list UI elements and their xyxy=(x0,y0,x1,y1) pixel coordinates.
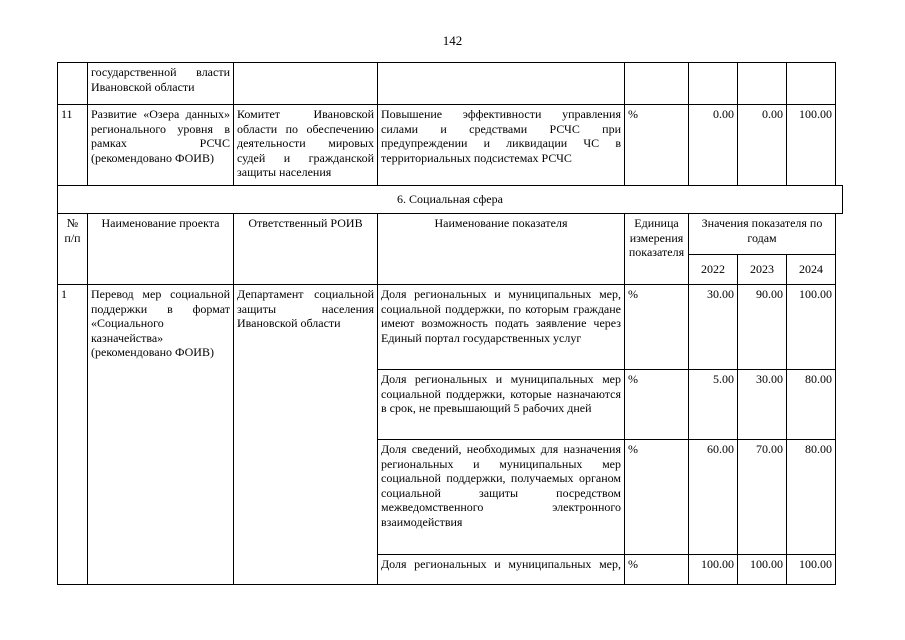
header-project: Наименование проекта xyxy=(87,213,234,285)
header-num: № п/п xyxy=(57,213,88,285)
row1-value-2-2022: 5.00 xyxy=(688,369,738,440)
row1-value-3-2022: 60.00 xyxy=(688,439,738,555)
prev-2022-cell xyxy=(688,62,738,105)
row1-indicator-3: Доля сведений, необходимых для назначения региональных и муниципальных мер социальной поддержки, получаемых органом социальной защиты посредством межведомственного электронного взаимодействия xyxy=(377,439,625,555)
prev-indicator-cell xyxy=(377,62,625,105)
row11-num: 11 xyxy=(57,104,88,186)
prev-2024-cell xyxy=(786,62,836,105)
row1-value-1-2022: 30.00 xyxy=(688,284,738,370)
header-year-2022: 2022 xyxy=(688,254,738,285)
row1-unit-1: % xyxy=(624,284,689,370)
header-values: Значения показателя по годам xyxy=(688,213,836,255)
row11-responsible: Комитет Ивановской области по обеспечению деятельности мировых судей и гражданской защиты населения xyxy=(233,104,378,186)
row1-indicator-1: Доля региональных и муниципальных мер, социальной поддержки, по которым граждане имеют возможность подать заявление через Единый портал государственных услуг xyxy=(377,284,625,370)
row1-value-3-2024: 80.00 xyxy=(786,439,836,555)
row11-project: Развитие «Озера данных» регионального уровня в рамках РСЧС (рекомендовано ФОИВ) xyxy=(87,104,234,186)
row11-value-2023: 0.00 xyxy=(737,104,787,186)
row1-value-4-2024: 100.00 xyxy=(786,554,836,585)
row1-value-2-2024: 80.00 xyxy=(786,369,836,440)
data-table xyxy=(57,62,857,585)
row1-unit-3: % xyxy=(624,439,689,555)
row1-value-1-2023: 90.00 xyxy=(737,284,787,370)
prev-num-cell xyxy=(57,62,88,105)
header-responsible: Ответственный РОИВ xyxy=(233,213,378,285)
row1-unit-4: % xyxy=(624,554,689,585)
prev-project-cell: государственной власти Ивановской области xyxy=(87,62,234,105)
page-number: 142 xyxy=(442,33,463,48)
prev-responsible-cell xyxy=(233,62,378,105)
row11-value-2022: 0.00 xyxy=(688,104,738,186)
row11-unit: % xyxy=(624,104,689,186)
row1-unit-2: % xyxy=(624,369,689,440)
header-unit: Единица измерения показателя xyxy=(624,213,689,285)
row1-value-4-2022: 100.00 xyxy=(688,554,738,585)
row1-indicator-2: Доля региональных и муниципальных мер социальной поддержки, которые назначаются в срок, не превышающий 5 рабочих дней xyxy=(377,369,625,440)
header-indicator: Наименование показателя xyxy=(377,213,625,285)
prev-unit-cell xyxy=(624,62,689,105)
row1-indicator-4: Доля региональных и муниципальных мер, xyxy=(377,554,625,585)
header-year-2023: 2023 xyxy=(737,254,787,285)
row11-indicator: Повышение эффективности управления силами и средствами РСЧС при предупреждении и ликвидации ЧС в территориальных подсистемах РСЧС xyxy=(377,104,625,186)
row1-project: Перевод мер социальной поддержки в формат «Социального казначейства» (рекомендовано ФОИВ) xyxy=(87,284,234,585)
prev-2023-cell xyxy=(737,62,787,105)
row11-value-2024: 100.00 xyxy=(786,104,836,186)
row1-responsible: Департамент социальной защиты населения Ивановской области xyxy=(233,284,378,585)
section-title: 6. Социальная сфера xyxy=(57,185,843,214)
row1-value-2-2023: 30.00 xyxy=(737,369,787,440)
row1-value-3-2023: 70.00 xyxy=(737,439,787,555)
row1-value-1-2024: 100.00 xyxy=(786,284,836,370)
row1-num: 1 xyxy=(57,284,88,585)
row1-value-4-2023: 100.00 xyxy=(737,554,787,585)
header-year-2024: 2024 xyxy=(786,254,836,285)
